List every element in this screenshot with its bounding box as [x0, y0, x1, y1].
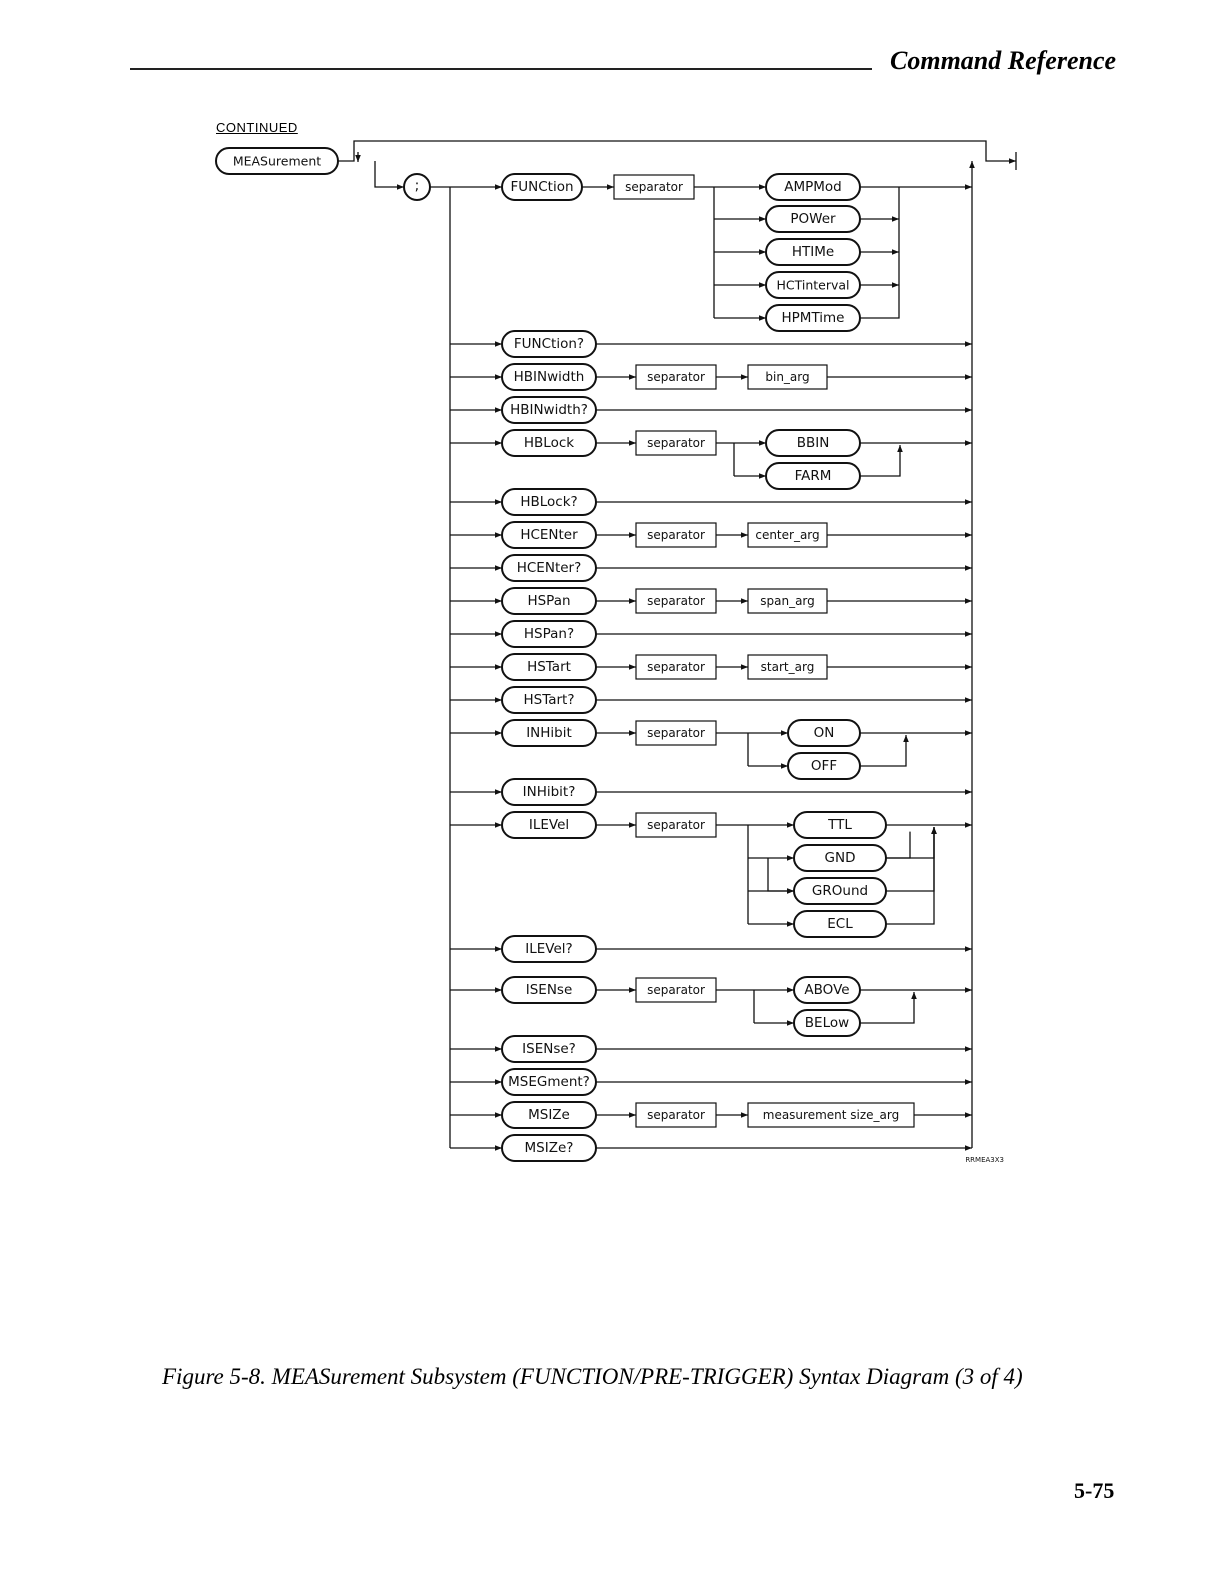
cmd-hstart-label: HSTart?	[523, 692, 575, 708]
param-ampmod-label: AMPMod	[784, 179, 842, 195]
exit-line	[338, 141, 1016, 161]
param-hpmtime-label: HPMTime	[781, 310, 845, 326]
connector-line	[768, 858, 794, 891]
separator-hcenter-label: separator	[647, 528, 705, 542]
separator-hspan-label: separator	[647, 594, 705, 608]
cmd-msize-label: MSIZe?	[524, 1140, 574, 1156]
running-header: Command Reference	[890, 46, 1117, 75]
param-farm-label: FARM	[794, 468, 832, 484]
cmd-inhibit-label: INHibit?	[522, 784, 576, 800]
param-ground-label: GROund	[811, 883, 869, 899]
param-power-label: POWer	[790, 211, 836, 227]
cmd-hbinwidth-label: HBINwidth	[513, 369, 585, 385]
param-off-label: OFF	[810, 758, 838, 774]
connector-line	[860, 992, 914, 1023]
cmd-hblock-label: HBLock?	[520, 494, 578, 510]
page-number: 5-75	[1074, 1478, 1115, 1503]
cmd-isense-label: ISENse?	[522, 1041, 576, 1057]
cmd-hblock-label: HBLock	[523, 435, 575, 451]
param-ttl-label: TTL	[828, 817, 852, 833]
cmd-function-label: FUNCtion	[510, 179, 574, 195]
semicolon-label: ;	[414, 178, 420, 194]
arg-measurement-size-arg-label: measurement size_arg	[762, 1108, 900, 1122]
cmd-ilevel-label: ILEVel	[528, 817, 570, 833]
arg-bin-arg-label: bin_arg	[765, 370, 810, 384]
cmd-hspan-label: HSPan?	[523, 626, 575, 642]
separator-ilevel-label: separator	[647, 818, 705, 832]
cmd-isense-label: ISENse	[525, 982, 573, 998]
separator-hbinwidth-label: separator	[647, 370, 705, 384]
arg-span-arg-label: span_arg	[760, 594, 815, 608]
param-ecl-label: ECL	[827, 916, 853, 932]
semicolon-entry	[375, 161, 404, 187]
param-gnd-label: GND	[824, 850, 856, 866]
diagram-nodes	[216, 148, 1004, 1164]
separator-isense-label: separator	[647, 983, 705, 997]
param-hctinterval-label: HCTinterval	[776, 277, 850, 293]
cmd-msize-label: MSIZe	[528, 1107, 570, 1123]
cmd-hspan-label: HSPan	[527, 593, 571, 609]
separator-msize-label: separator	[647, 1108, 705, 1122]
separator-inhibit-label: separator	[647, 726, 705, 740]
param-on-label: ON	[813, 725, 835, 741]
separator-hstart-label: separator	[647, 660, 705, 674]
continued-label: CONTINUED	[216, 120, 298, 135]
root-command-measurement-label: MEASurement	[232, 153, 322, 169]
separator-hblock-label: separator	[647, 436, 705, 450]
arg-start-arg-label: start_arg	[760, 660, 815, 674]
param-htime-label: HTIMe	[791, 244, 835, 260]
cmd-inhibit-label: INHibit	[526, 725, 572, 741]
cmd-hstart-label: HSTart	[527, 659, 571, 675]
figure-code: RRMEA3X3	[965, 1156, 1004, 1164]
cmd-hcenter-label: HCENter	[520, 527, 578, 543]
param-bbin-label: BBIN	[796, 435, 830, 451]
cmd-function-label: FUNCtion?	[513, 336, 585, 352]
param-above-label: ABOVe	[804, 982, 850, 998]
connector-line	[860, 445, 900, 476]
connector-line	[860, 735, 906, 766]
separator-function-label: separator	[625, 180, 683, 194]
figure-caption: Figure 5-8. MEASurement Subsystem (FUNCTION/PRE-TRIGGER) Syntax Diagram (3 of 4)	[162, 1364, 1023, 1389]
cmd-hcenter-label: HCENter?	[516, 560, 582, 576]
cmd-ilevel-label: ILEVel?	[525, 941, 573, 957]
param-below-label: BELow	[804, 1015, 850, 1031]
cmd-hbinwidth-label: HBINwidth?	[510, 402, 588, 418]
arg-center-arg-label: center_arg	[755, 528, 820, 542]
connector-line	[886, 832, 910, 858]
cmd-msegment-label: MSEGment?	[508, 1074, 590, 1090]
